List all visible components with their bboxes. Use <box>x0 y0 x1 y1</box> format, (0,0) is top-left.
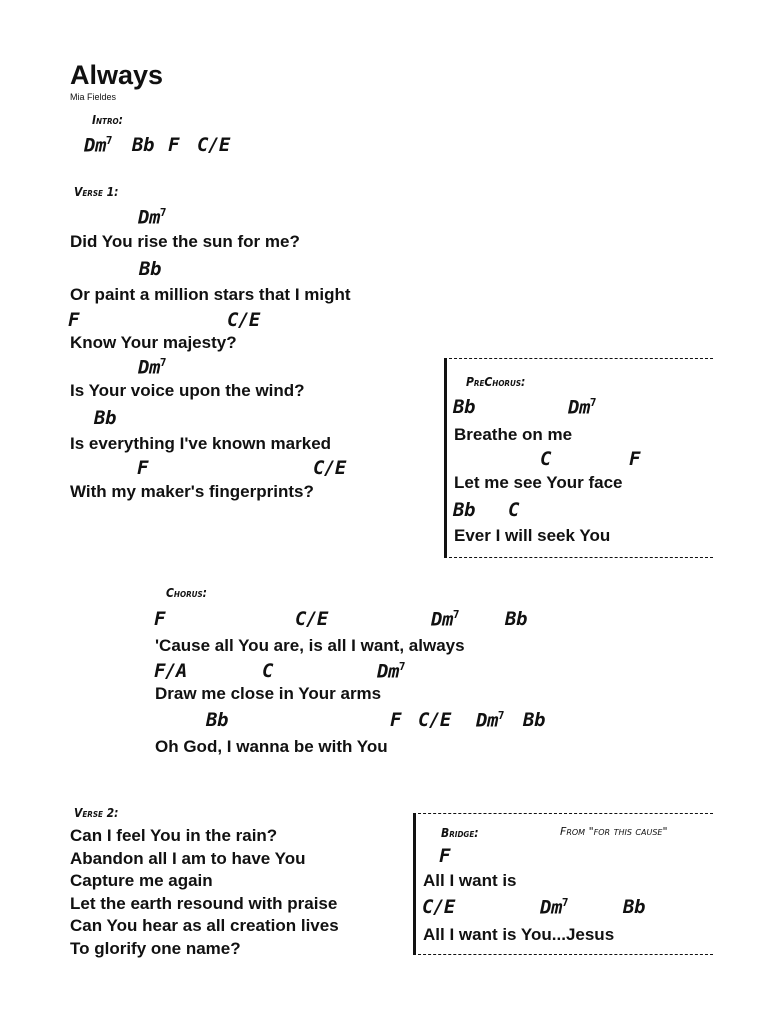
bridge-label: Bridge: <box>441 826 479 840</box>
lyric-line: Breathe on me <box>454 425 573 444</box>
chord: F/A <box>154 660 187 682</box>
lyric-line: Draw me close in Your arms <box>155 684 382 703</box>
chord: F <box>390 709 401 731</box>
chord: Dm$^7$ <box>377 660 406 683</box>
chord: Dm$^7$ <box>431 608 460 631</box>
lyric-line: Is Your voice upon the wind? <box>70 381 305 400</box>
chord: C <box>508 499 519 521</box>
chord: Bb <box>453 396 475 418</box>
chord: Dm$^7$ <box>138 206 167 229</box>
lyric-line: Let the earth resound with praise <box>70 894 338 913</box>
prechorus-label: PreChorus: <box>466 375 526 389</box>
verse2-label: Verse 2: <box>74 806 119 820</box>
chord: F <box>629 448 640 470</box>
lyric-line: Abandon all I am to have You <box>70 849 306 868</box>
chord: Bb <box>139 258 161 280</box>
song-author: Mia Fieldes <box>70 92 117 102</box>
lyric-line: Know Your majesty? <box>70 333 237 352</box>
chord: C/E <box>295 608 328 630</box>
chord: Bb <box>453 499 475 521</box>
lyric-line: Did You rise the sun for me? <box>70 232 300 251</box>
chord: Dm$^7$ <box>138 356 167 379</box>
chord: Bb <box>206 709 228 731</box>
lyric-line: Let me see Your face <box>454 473 623 492</box>
lyric-line: With my maker's fingerprints? <box>70 482 314 501</box>
chord: C/E <box>422 896 455 918</box>
chord: C/E <box>227 309 260 331</box>
chorus-label: Chorus: <box>166 586 207 600</box>
lyric-line: Is everything I've known marked <box>70 434 332 453</box>
lyric-line: All I want is You...Jesus <box>423 925 615 944</box>
chord: Bb <box>94 407 116 429</box>
chord: C <box>540 448 551 470</box>
verse1-label: Verse 1: <box>74 185 119 199</box>
chord: Dm$^7$ <box>568 396 597 419</box>
chord: F <box>439 845 450 867</box>
chord: Dm$^7$ <box>540 896 569 919</box>
chord: Bb <box>623 896 645 918</box>
lyric-line: To glorify one name? <box>70 939 241 958</box>
lyric-line: Ever I will seek You <box>454 526 611 545</box>
chord: Bb <box>523 709 545 731</box>
chord: C/E <box>418 709 451 731</box>
chord: Dm$^7$ <box>476 709 505 732</box>
intro-chord: Dm$^7$ <box>84 134 113 157</box>
chord: F <box>154 608 165 630</box>
chord: Bb <box>505 608 527 630</box>
chord: C <box>262 660 273 682</box>
intro-chord: Bb <box>132 134 154 156</box>
lyric-line: Or paint a million stars that I might <box>70 285 351 304</box>
lyric-line: Can You hear as all creation lives <box>70 916 339 935</box>
song-title: Always <box>70 60 164 90</box>
intro-label: Intro: <box>92 113 123 127</box>
lyric-line: 'Cause all You are, is all I want, always <box>155 636 465 655</box>
chord: F <box>68 309 79 331</box>
lyric-line: All I want is <box>423 871 517 890</box>
lyric-line: Capture me again <box>70 871 213 890</box>
lyric-line: Can I feel You in the rain? <box>70 826 278 845</box>
chord: C/E <box>313 457 346 479</box>
intro-chord: F <box>168 134 179 156</box>
bridge-note: From "for this cause" <box>560 825 668 838</box>
intro-chord: C/E <box>197 134 230 156</box>
chord: F <box>137 457 148 479</box>
lyric-line: Oh God, I wanna be with You <box>155 737 388 756</box>
